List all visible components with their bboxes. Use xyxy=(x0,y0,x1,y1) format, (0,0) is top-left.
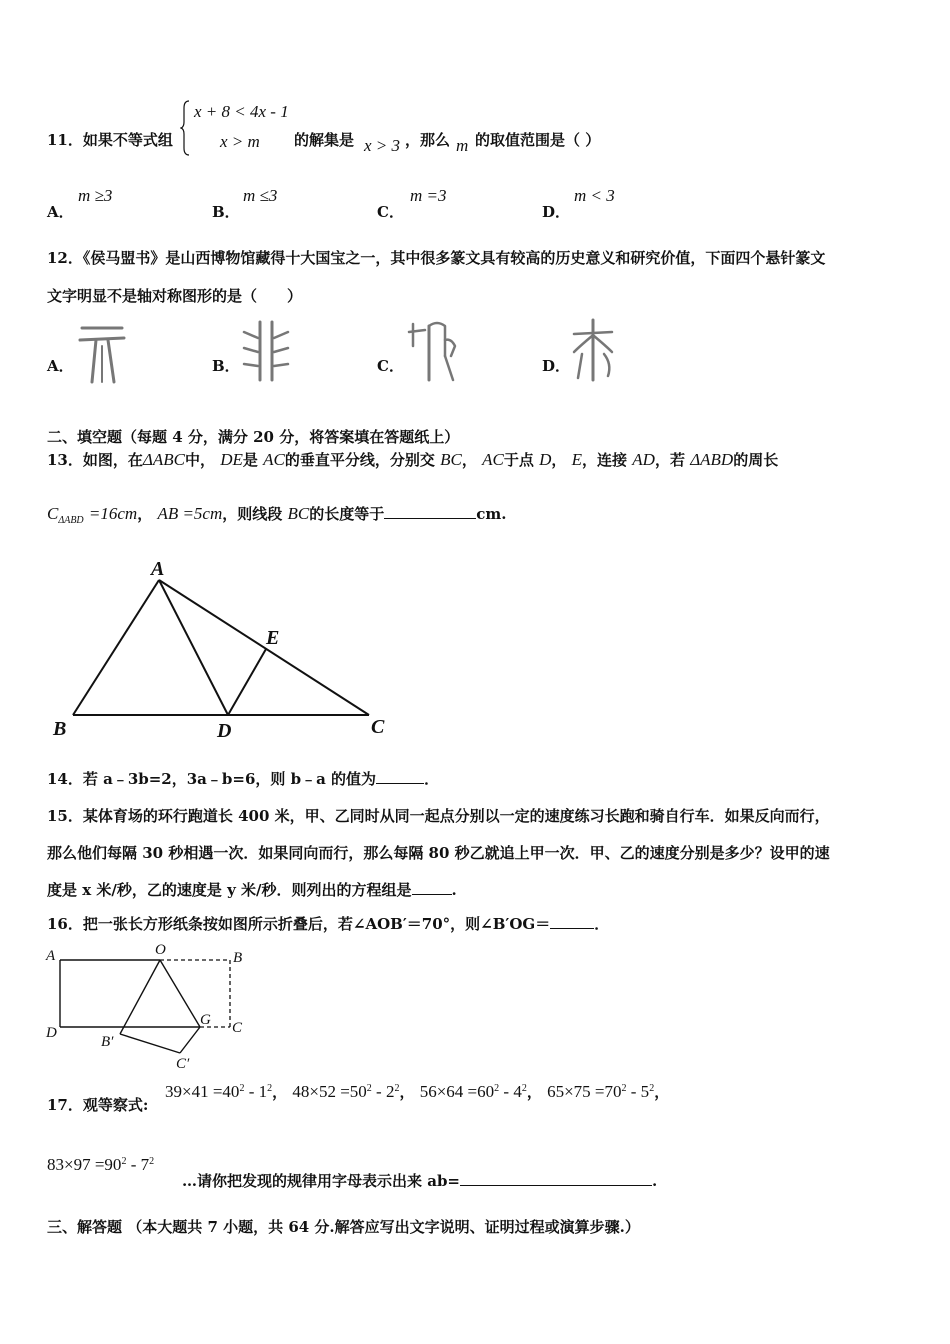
q13-perimeter-symbol: C xyxy=(47,504,59,523)
label-d: D xyxy=(46,1025,57,1041)
q17-text: …请你把发现的规律用字母表示出来 ab= xyxy=(182,1172,460,1190)
eq-exp: 2 xyxy=(521,1083,527,1094)
label-b: B xyxy=(233,950,243,966)
seal-script-character-d-icon xyxy=(568,316,618,384)
q13-segment-ad: AD xyxy=(632,450,655,469)
q17-equation-1 xyxy=(165,1083,287,1101)
q15-answer-blank[interactable] xyxy=(412,880,452,895)
seal-script-character-a-icon xyxy=(76,320,128,386)
q13-text: 中， xyxy=(184,451,215,469)
q17-line2-text xyxy=(182,1170,657,1191)
q11-text-mid: 的解集是 xyxy=(294,131,355,149)
eq-exp: 2 xyxy=(239,1083,245,1094)
q13-text: 于点 xyxy=(503,451,534,469)
segment-ad xyxy=(159,580,228,715)
q13-perimeter-value: =16cm xyxy=(88,504,138,523)
q13-text: 的垂直平分线，分别交 xyxy=(284,451,435,469)
label-a: A xyxy=(151,558,165,580)
q13-triangle-figure xyxy=(45,555,405,745)
segment-ac xyxy=(159,580,369,715)
q16-end: ． xyxy=(594,915,610,933)
label-a: A xyxy=(46,948,56,964)
seal-script-character-c-icon xyxy=(405,316,461,384)
eq-sep: ， xyxy=(526,1083,542,1101)
q11-option-b-expr: m ≤3 xyxy=(243,186,278,205)
q12-option-c-label[interactable]: C． xyxy=(377,357,404,375)
eq-mid: - 5 xyxy=(626,1082,650,1101)
q11-stem: 11．如果不等式组 xyxy=(47,131,173,149)
q11-solution: x > 3 xyxy=(364,136,401,155)
edge-b2c2 xyxy=(120,1034,180,1053)
q13-answer-blank[interactable] xyxy=(384,504,476,519)
q12-option-b-label[interactable]: B． xyxy=(212,357,240,375)
q11-option-d-label[interactable]: D． xyxy=(542,203,571,221)
label-b-prime: B′ xyxy=(101,1034,114,1050)
eq-exp: 2 xyxy=(149,1156,155,1167)
label-e: E xyxy=(266,627,280,649)
label-b: B xyxy=(53,718,67,740)
q13-text: 是 xyxy=(242,451,258,469)
eq-exp: 2 xyxy=(494,1083,500,1094)
q13-text: 13．如图，在 xyxy=(47,451,143,469)
q13-text: ，若 xyxy=(654,451,685,469)
edge-c2g xyxy=(180,1027,200,1053)
q12-line2: 文字明显不是轴对称图形的是（ ） xyxy=(47,287,303,305)
q17-equation-3 xyxy=(420,1083,542,1101)
q17-equation-4 xyxy=(547,1083,669,1101)
q16-text: 16．把一张长方形纸条按如图所示折叠后，若∠AOB′＝70°，则∠B′OG＝ xyxy=(47,915,551,933)
q17-end: . xyxy=(652,1172,658,1190)
q14-text: 14．若 a﹣3b=2，3a﹣b=6，则 b﹣a 的值为 xyxy=(47,770,377,788)
q13-segment-bc: BC xyxy=(440,450,462,469)
brace-icon xyxy=(180,100,190,156)
q15-end: . xyxy=(451,881,457,899)
q13-unit: cm. xyxy=(476,505,507,523)
label-o: O xyxy=(155,942,166,958)
eq-exp: 2 xyxy=(394,1083,400,1094)
eq-sep: ， xyxy=(654,1083,670,1101)
eq-mid: - 2 xyxy=(371,1082,395,1101)
q11-option-b-label[interactable]: B． xyxy=(212,203,240,221)
eq-mid: - 4 xyxy=(499,1082,522,1101)
q13-line1 xyxy=(47,449,778,470)
q15-line2: 那么他们每隔 30 秒相遇一次．如果同向而行，那么每隔 80 秒乙就追上甲一次．甲、乙的速度分别是多少？设甲的速 xyxy=(47,844,830,862)
q11-system-line2: x > m xyxy=(220,132,260,151)
segment-ab xyxy=(73,580,159,715)
q11-system-line1: x + 8 < 4x - 1 xyxy=(194,102,289,121)
q11-option-c-label[interactable]: C． xyxy=(377,203,404,221)
q15-line3 xyxy=(47,879,457,900)
eq-exp: 2 xyxy=(267,1083,273,1094)
label-c: C xyxy=(232,1020,243,1036)
q16-line xyxy=(47,913,609,934)
q13-segment-ac: AC xyxy=(263,450,285,469)
label-c: C xyxy=(371,716,385,738)
eq-lhs: 65×75 =70 xyxy=(547,1082,622,1101)
q13-point-d: D xyxy=(539,450,552,469)
section-2-heading: 二、填空题（每题 4 分，满分 20 分，将答案填在答题纸上） xyxy=(47,428,460,446)
q15-text: 度是 x 米/秒，乙的速度是 y 米/秒．则列出的方程组是 xyxy=(47,881,412,899)
q13-text: ， xyxy=(551,451,567,469)
q13-text: ，则线段 xyxy=(222,505,283,523)
label-c-prime: C′ xyxy=(176,1056,190,1072)
q17-equation-5-mid: - 7 xyxy=(126,1155,150,1174)
label-d: D xyxy=(217,720,232,742)
fold-og xyxy=(160,960,200,1027)
q15-line1: 15．某体育场的环行跑道长 400 米，甲、乙同时从同一起点分别以一定的速度练习长跑和骑自行车．如果反向而行， xyxy=(47,807,830,825)
q11-option-a-expr: m ≥3 xyxy=(78,186,113,205)
q13-text: ， xyxy=(137,505,153,523)
seal-script-character-b-icon xyxy=(238,318,294,384)
q17-equations xyxy=(165,1081,669,1102)
label-g: G xyxy=(200,1012,211,1028)
eq-exp: 2 xyxy=(649,1083,655,1094)
q14-answer-blank[interactable] xyxy=(376,769,424,784)
q12-line1: 12．《侯马盟书》是山西博物馆藏得十大国宝之一，其中很多篆文具有较高的历史意义和研究价值，下面四个悬针篆文 xyxy=(47,249,826,267)
q13-segment-bc: BC xyxy=(287,504,310,523)
eq-sep: ， xyxy=(272,1083,288,1101)
q13-line2 xyxy=(47,503,506,526)
q17-answer-blank[interactable] xyxy=(460,1171,652,1186)
q13-perimeter-subscript: ΔABD xyxy=(58,515,84,526)
eq-sep: ， xyxy=(399,1083,415,1101)
segment-de xyxy=(228,649,266,715)
q13-point-e: E xyxy=(571,450,583,469)
q13-triangle-abd: ΔABD xyxy=(690,450,734,469)
q13-triangle-abc: ΔABC xyxy=(142,450,185,469)
q13-text: ，连接 xyxy=(582,451,628,469)
q11-var: m xyxy=(456,136,469,155)
question-14 xyxy=(47,768,439,789)
section-3-heading: 三、解答题 （本大题共 7 小题，共 64 分.解答应写出文字说明、证明过程或演算步骤.） xyxy=(47,1218,640,1236)
eq-lhs: 56×64 =60 xyxy=(419,1082,495,1101)
q11-text-mid2: ，那么 xyxy=(405,131,451,149)
q13-ab-length: AB =5cm xyxy=(157,504,223,523)
q17-line2 xyxy=(47,1155,154,1175)
q17-equation-5-lhs: 83×97 =90 xyxy=(47,1155,122,1174)
fold-ob2 xyxy=(120,960,160,1034)
q13-segment-de: DE xyxy=(220,450,243,469)
eq-mid: - 1 xyxy=(244,1082,268,1101)
q13-segment-ac: AC xyxy=(482,450,504,469)
q12-option-a-label[interactable]: A． xyxy=(47,357,74,375)
q13-text: 的长度等于 xyxy=(309,505,385,523)
eq-exp: 2 xyxy=(621,1083,627,1094)
q16-folded-strip-figure xyxy=(42,940,257,1075)
q14-end: ． xyxy=(424,770,440,788)
q11-text-tail: 的取值范围是（ ） xyxy=(475,131,601,149)
eq-exp: 2 xyxy=(121,1156,127,1167)
q13-text: 的周长 xyxy=(733,451,779,469)
q17-equation-2 xyxy=(292,1083,414,1101)
q16-answer-blank[interactable] xyxy=(550,914,594,929)
q11-option-a-label[interactable]: A． xyxy=(47,203,74,221)
eq-lhs: 48×52 =50 xyxy=(292,1082,367,1101)
q17-label: 17．观等察式: xyxy=(47,1096,149,1114)
q11-option-d-expr: m < 3 xyxy=(574,186,615,205)
eq-lhs: 39×41 =40 xyxy=(165,1082,240,1101)
q12-option-d-label[interactable]: D． xyxy=(542,357,571,375)
q11-option-c-expr: m =3 xyxy=(410,186,447,205)
q13-text: ， xyxy=(461,451,477,469)
eq-exp: 2 xyxy=(366,1083,372,1094)
